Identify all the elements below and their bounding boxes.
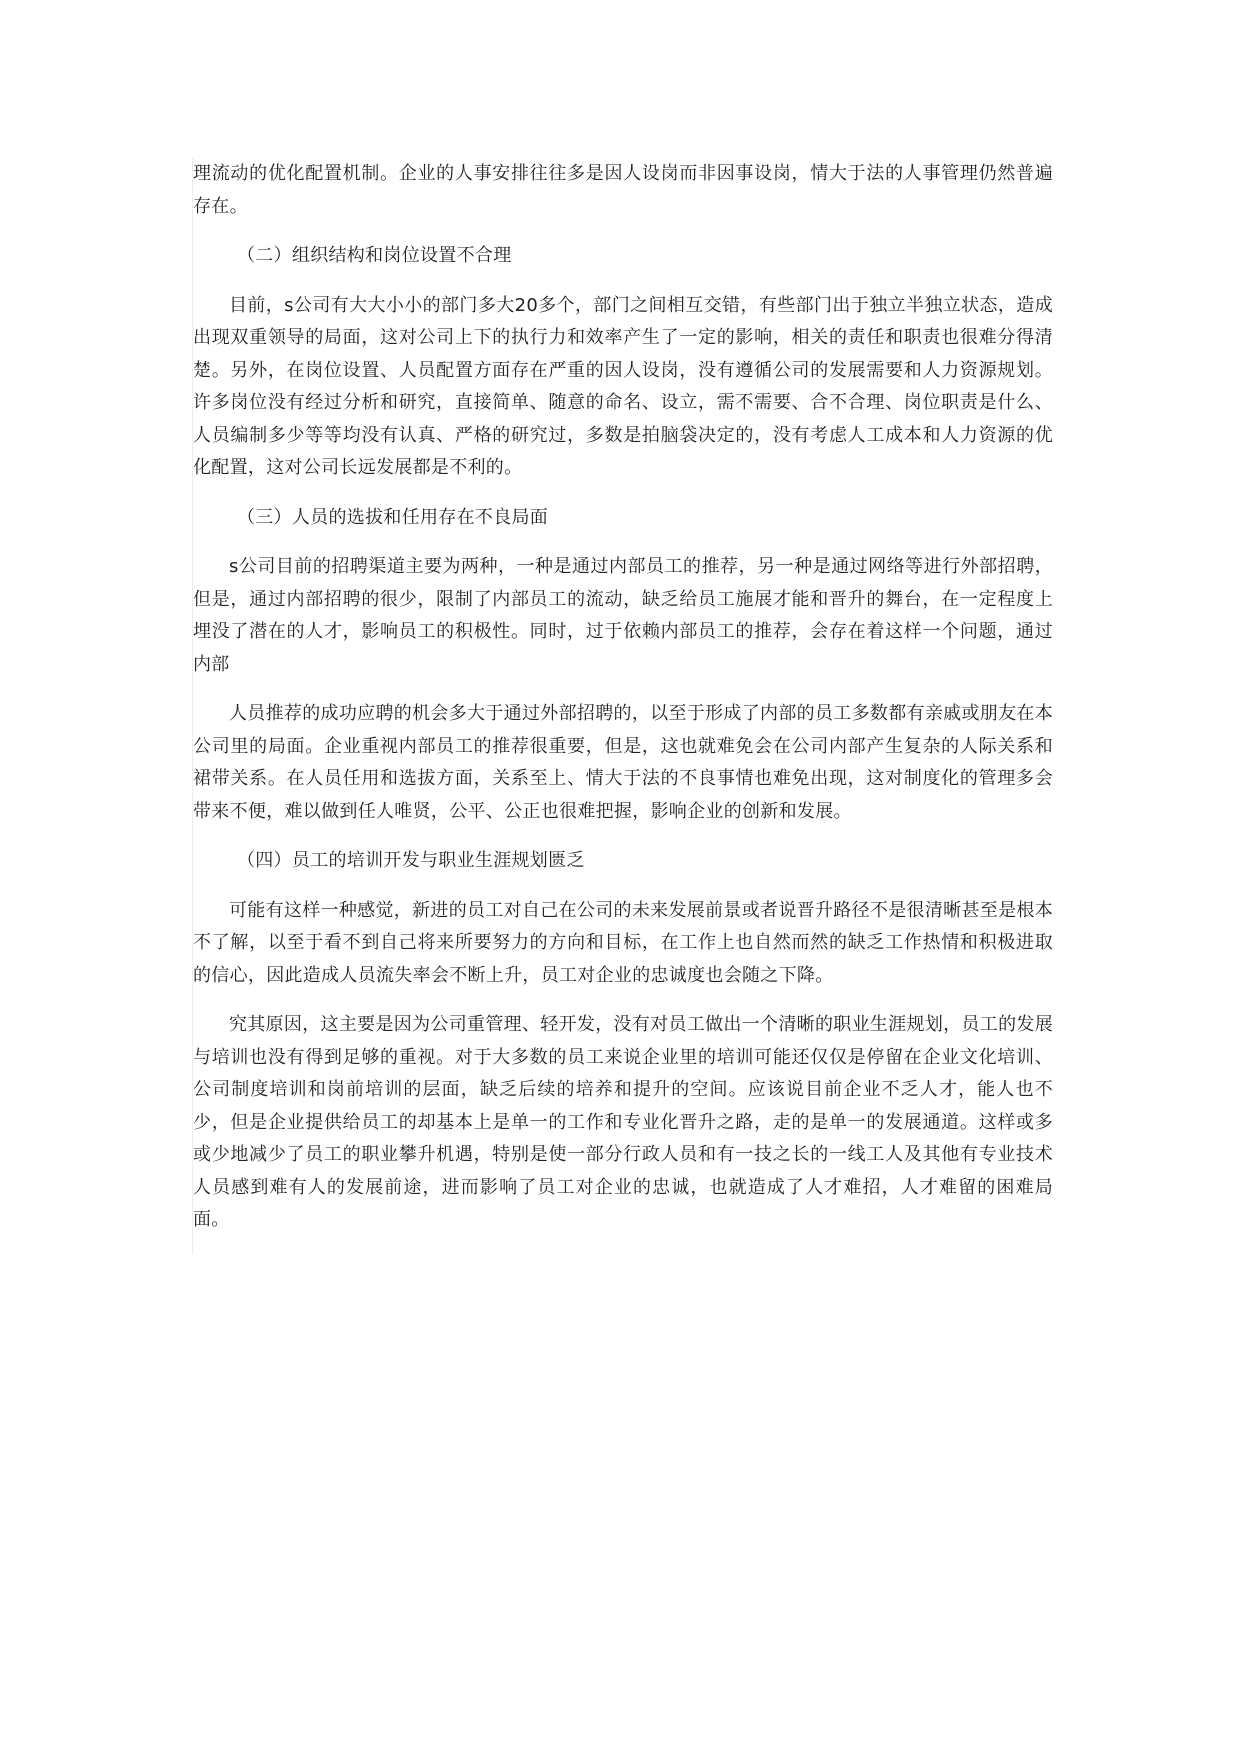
paragraph: 究其原因，这主要是因为公司重管理、轻开发，没有对员工做出一个清晰的职业生涯规划，员工的发展与培训也没有得到足够的重视。对于大多数的员工来说企业里的培训可能还仅仅是停留在企业文化培训、公司制度培训和岗前培训的层面，缺乏后续的培养和提升的空间。应该说目前企业不乏人才，能人也不少，但是企业提供给员工的却基本上是单一的工作和专业化晋升之路，走的是单一的发展通道。这样或多或少地减少了员工的职业攀升机遇，特别是使一部分行政人员和有一技之长的一线工人及其他有专业技术人员感到难有人的发展前途，进而影响了员工对企业的忠诚，也就造成了人才难招，人才难留的困难局面。 — [193, 1014, 1053, 1230]
section-heading-2: （二）组织结构和岗位设置不合理 — [237, 245, 512, 266]
paragraph-continued: 理流动的优化配置机制。企业的人事安排往往多是因人设岗而非因事设岗，情大于法的人事管理仍然普遍存在。 — [193, 163, 1053, 217]
paragraph: 人员推荐的成功应聘的机会多大于通过外部招聘的，以至于形成了内部的员工多数都有亲戚或朋友在本公司里的局面。企业重视内部员工的推荐很重要，但是，这也就难免会在公司内部产生复杂的人际关系和裙带关系。在人员任用和选拔方面，关系至上、情大于法的不良事情也难免出现，这对制度化的管理多会带来不便，难以做到任人唯贤，公平、公正也很难把握，影响企业的创新和发展。 — [193, 703, 1053, 822]
paragraph: 可能有这样一种感觉，新进的员工对自己在公司的未来发展前景或者说晋升路径不是很清晰甚至是根本不了解，以至于看不到自己将来所要努力的方向和目标，在工作上也自然而然的缺乏工作热情和积极进取的信心，因此造成人员流失率会不断上升，员工对企业的忠诚度也会随之下降。 — [193, 899, 1053, 986]
paragraph: 目前，s公司有大大小小的部门多大20多个，部门之间相互交错，有些部门出于独立半独立状态，造成出现双重领导的局面，这对公司上下的执行力和效率产生了一定的影响，相关的责任和职责也很难分得清楚。另外，在岗位设置、人员配置方面存在严重的因人设岗，没有遵循公司的发展需要和人力资源规划。许多岗位没有经过分析和研究，直接简单、随意的命名、设立，需不需要、合不合理、岗位职责是什么、人员编制多少等等均没有认真、严格的研究过，多数是拍脑袋决定的，没有考虑人工成本和人力资源的优化配置，这对公司长远发展都是不利的。 — [193, 294, 1053, 478]
paragraph: s公司目前的招聘渠道主要为两种，一种是通过内部员工的推荐，另一种是通过网络等进行外部招聘，但是，通过内部招聘的很少，限制了内部员工的流动，缺乏给员工施展才能和晋升的舞台，在一定程度上埋没了潜在的人才，影响员工的积极性。同时，过于依赖内部员工的推荐，会存在着这样一个问题，通过内部 — [193, 556, 1053, 675]
section-heading-3: （三）人员的选拔和任用存在不良局面 — [237, 506, 549, 528]
section-heading-4: （四）员工的培训开发与职业生涯规划匮乏 — [237, 850, 585, 871]
document-body — [192, 158, 1053, 1254]
